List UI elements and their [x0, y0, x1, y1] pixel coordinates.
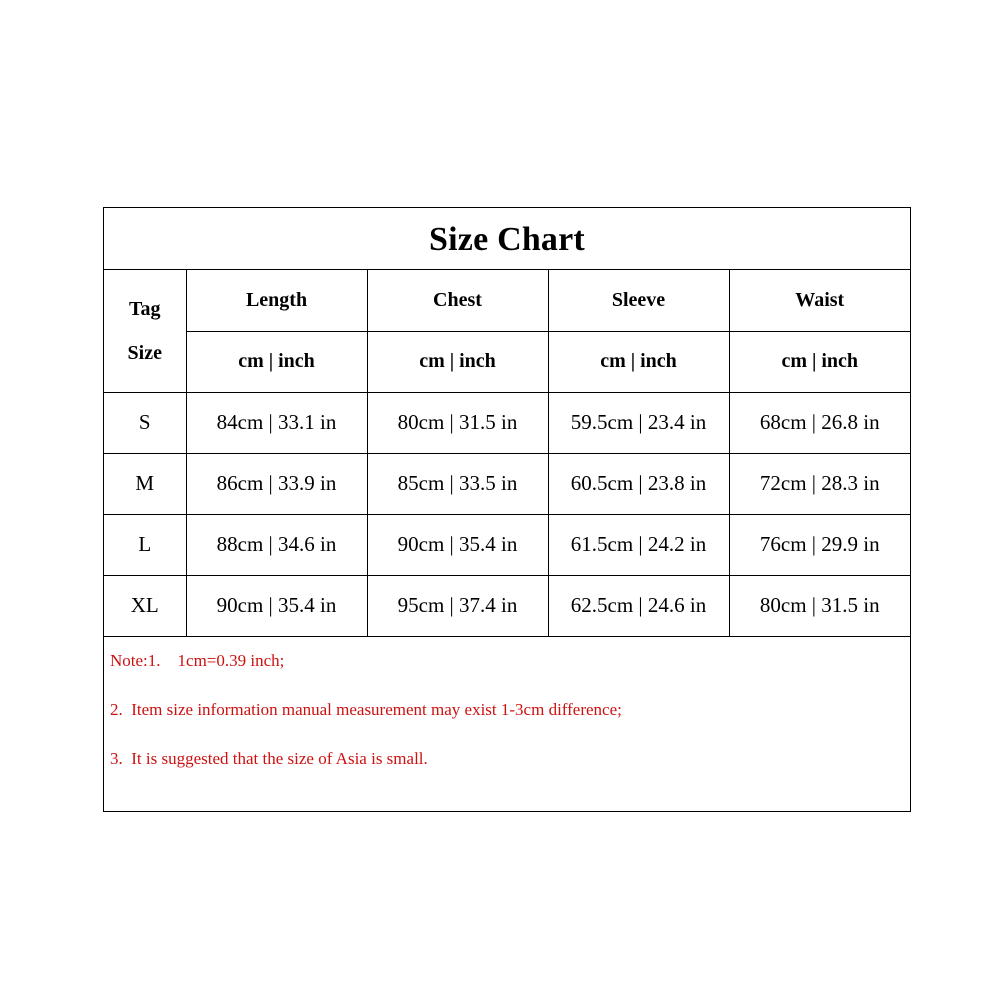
unit-row: [104, 331, 910, 392]
size-table: [104, 270, 910, 637]
waist-value: 76cm | 29.9 in: [729, 514, 910, 575]
unit-label-sleeve: cm | inch: [548, 331, 729, 392]
table-row: [104, 514, 910, 575]
tag-size-header-line1: Tag: [128, 297, 161, 320]
size-label: L: [104, 514, 186, 575]
size-chart: [103, 207, 911, 812]
chest-value: 95cm | 37.4 in: [367, 575, 548, 636]
sleeve-value: 61.5cm | 24.2 in: [548, 514, 729, 575]
unit-label-length: cm | inch: [186, 331, 367, 392]
waist-value: 68cm | 26.8 in: [729, 392, 910, 453]
column-header-length: Length: [186, 270, 367, 331]
column-header-chest: Chest: [367, 270, 548, 331]
tag-size-header: [104, 270, 186, 392]
length-value: 88cm | 34.6 in: [186, 514, 367, 575]
chart-title: Size Chart: [429, 220, 585, 258]
length-value: 90cm | 35.4 in: [186, 575, 367, 636]
length-value: 84cm | 33.1 in: [186, 392, 367, 453]
note-line-2: 2. Item size information manual measurement may exist 1-3cm difference;: [110, 699, 622, 719]
note-line-1: Note:1. 1cm=0.39 inch;: [110, 650, 285, 670]
sleeve-value: 60.5cm | 23.8 in: [548, 453, 729, 514]
size-label: S: [104, 392, 186, 453]
sleeve-value: 59.5cm | 23.4 in: [548, 392, 729, 453]
chest-value: 80cm | 31.5 in: [367, 392, 548, 453]
title-row: [104, 208, 910, 270]
column-header-sleeve: Sleeve: [548, 270, 729, 331]
chest-value: 85cm | 33.5 in: [367, 453, 548, 514]
waist-value: 80cm | 31.5 in: [729, 575, 910, 636]
unit-label-chest: cm | inch: [367, 331, 548, 392]
tag-size-header-line2: Size: [127, 341, 162, 364]
size-label: M: [104, 453, 186, 514]
column-header-waist: Waist: [729, 270, 910, 331]
note-line-3: 3. It is suggested that the size of Asia is small.: [110, 748, 428, 768]
table-row: [104, 453, 910, 514]
header-row: [104, 270, 910, 331]
notes-section: [104, 637, 910, 794]
size-label: XL: [104, 575, 186, 636]
unit-label-waist: cm | inch: [729, 331, 910, 392]
table-row: [104, 575, 910, 636]
waist-value: 72cm | 28.3 in: [729, 453, 910, 514]
sleeve-value: 62.5cm | 24.6 in: [548, 575, 729, 636]
length-value: 86cm | 33.9 in: [186, 453, 367, 514]
chest-value: 90cm | 35.4 in: [367, 514, 548, 575]
table-row: [104, 392, 910, 453]
